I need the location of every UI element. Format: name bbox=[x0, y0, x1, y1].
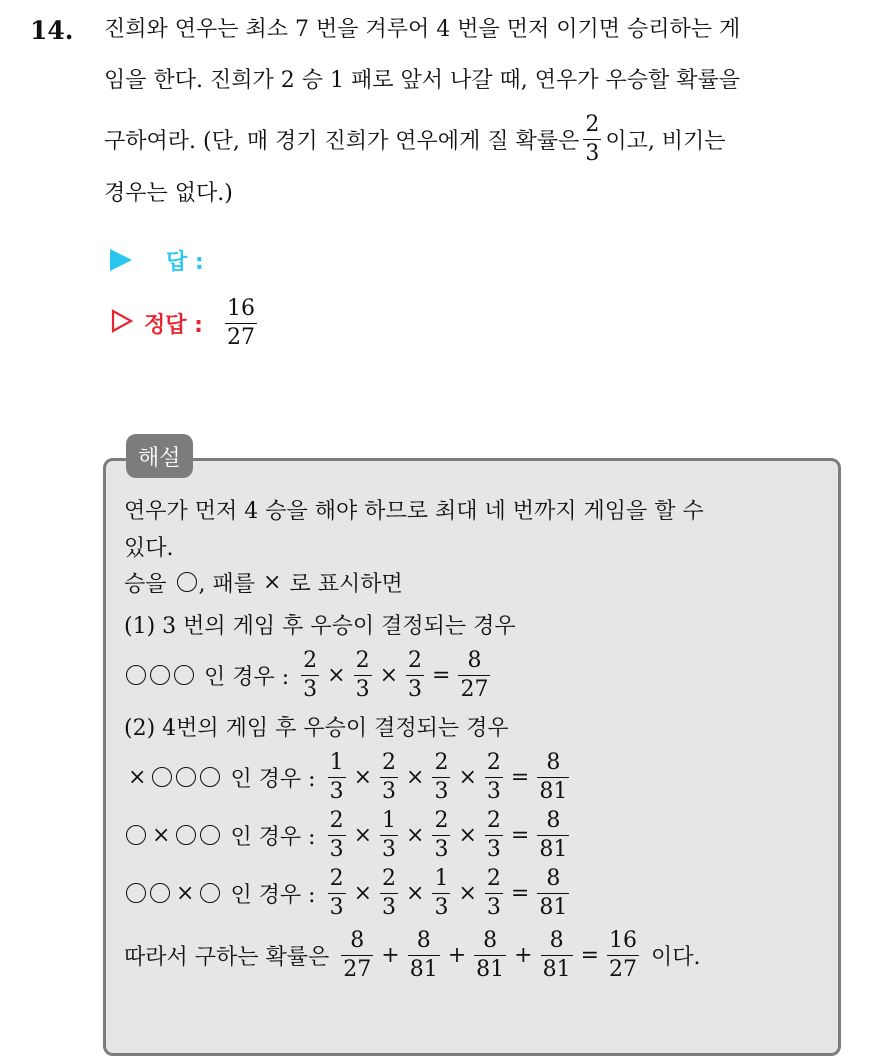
fraction bbox=[328, 749, 346, 804]
case-1-title: (1) 3 번의 게임 후 우승이 결정되는 경우 bbox=[124, 613, 516, 639]
fraction bbox=[380, 749, 398, 804]
fraction-numerator: 1 bbox=[329, 749, 344, 775]
fraction-denominator: 3 bbox=[329, 778, 344, 804]
fraction-numerator: 8 bbox=[416, 927, 431, 953]
fraction-denominator: 3 bbox=[329, 836, 344, 862]
circle-mark-icon bbox=[200, 767, 220, 787]
times-operator: × bbox=[353, 822, 373, 848]
equals-sign: = bbox=[432, 662, 451, 688]
fraction-numerator: 8 bbox=[350, 927, 365, 953]
final-text: 따라서 구하는 확률은 bbox=[124, 944, 330, 970]
fraction-denominator: 81 bbox=[542, 956, 571, 982]
equals-sign: = bbox=[510, 764, 530, 790]
fraction bbox=[474, 927, 506, 982]
fraction-numerator: 8 bbox=[546, 807, 561, 833]
fraction-numerator: 2 bbox=[382, 865, 397, 891]
plus-operator: + bbox=[381, 942, 400, 968]
fraction bbox=[485, 749, 503, 804]
fraction bbox=[341, 927, 373, 982]
fraction-denominator: 81 bbox=[409, 956, 438, 982]
times-mark: × bbox=[152, 822, 171, 848]
circle-mark-icon bbox=[177, 572, 197, 592]
case-label: 인 경우 : bbox=[230, 824, 316, 850]
fraction bbox=[301, 647, 319, 702]
fraction-denominator: 27 bbox=[226, 324, 255, 350]
fraction bbox=[380, 807, 398, 862]
fraction-numerator: 2 bbox=[382, 749, 397, 775]
fraction-denominator: 3 bbox=[382, 894, 397, 920]
fraction-denominator: 3 bbox=[355, 676, 370, 702]
fraction-numerator: 2 bbox=[434, 749, 449, 775]
correct-answer-row bbox=[110, 292, 261, 354]
question-line-3 bbox=[104, 104, 864, 174]
fraction bbox=[354, 647, 372, 702]
explanation-body bbox=[124, 488, 834, 988]
fraction-denominator: 3 bbox=[329, 894, 344, 920]
fraction-numerator: 2 bbox=[486, 865, 501, 891]
case-label: 인 경우 : bbox=[204, 664, 290, 690]
fraction-numerator: 2 bbox=[329, 807, 344, 833]
fraction-numerator: 2 bbox=[408, 647, 423, 673]
notation-win-text: 승을 bbox=[124, 571, 167, 597]
explanation-tag: 해설 bbox=[126, 434, 193, 478]
times-operator: × bbox=[406, 822, 425, 848]
equals-sign: = bbox=[510, 822, 530, 848]
times-operator: × bbox=[406, 764, 425, 790]
formula-oxoo bbox=[124, 806, 834, 864]
circle-mark-icon bbox=[126, 883, 146, 903]
fraction-denominator: 3 bbox=[408, 676, 423, 702]
fraction-numerator: 8 bbox=[546, 749, 561, 775]
final-suffix: 이다. bbox=[651, 944, 701, 970]
formula-ooo bbox=[124, 646, 834, 704]
fraction-numerator: 16 bbox=[226, 295, 255, 321]
times-operator: × bbox=[353, 880, 373, 906]
fraction-numerator: 2 bbox=[355, 647, 370, 673]
times-mark: × bbox=[176, 880, 195, 906]
circle-mark-icon bbox=[174, 665, 194, 685]
fraction-numerator: 2 bbox=[329, 865, 344, 891]
circle-mark-icon bbox=[126, 665, 146, 685]
circle-mark-icon bbox=[200, 825, 220, 845]
fraction bbox=[485, 865, 503, 920]
play-triangle-icon bbox=[110, 249, 132, 271]
fraction bbox=[537, 807, 569, 862]
outline-triangle-icon bbox=[110, 309, 134, 337]
circle-mark-icon bbox=[152, 767, 172, 787]
question-text bbox=[104, 10, 864, 214]
formula-ooxo bbox=[124, 864, 834, 922]
fraction-numerator: 8 bbox=[483, 927, 498, 953]
fraction-numerator: 16 bbox=[609, 927, 638, 953]
fraction-numerator: 8 bbox=[467, 647, 482, 673]
fraction bbox=[408, 927, 440, 982]
fraction-numerator: 2 bbox=[486, 807, 501, 833]
times-operator: × bbox=[379, 662, 399, 688]
fraction-denominator: 81 bbox=[539, 894, 568, 920]
fraction-numerator: 1 bbox=[382, 807, 397, 833]
plus-operator: + bbox=[447, 942, 467, 968]
probability-fraction bbox=[583, 111, 601, 166]
circle-mark-icon bbox=[126, 825, 146, 845]
fraction-denominator: 3 bbox=[434, 836, 449, 862]
fraction-numerator: 2 bbox=[585, 111, 600, 137]
explanation-line-2: 있다. bbox=[124, 535, 174, 561]
fraction bbox=[328, 865, 346, 920]
question-number: 14. bbox=[30, 16, 74, 45]
times-operator: × bbox=[327, 662, 346, 688]
fraction-denominator: 3 bbox=[382, 836, 397, 862]
times-operator: × bbox=[458, 880, 477, 906]
fraction-denominator: 81 bbox=[539, 778, 568, 804]
fraction bbox=[607, 927, 639, 982]
fraction bbox=[380, 865, 398, 920]
circle-mark-icon bbox=[176, 825, 196, 845]
correct-answer-label: 정답 : bbox=[144, 312, 203, 338]
fraction-numerator: 8 bbox=[546, 865, 561, 891]
fraction-denominator: 27 bbox=[609, 956, 638, 982]
case-label: 인 경우 : bbox=[230, 766, 316, 792]
equals-sign: = bbox=[580, 942, 600, 968]
times-operator: × bbox=[406, 880, 425, 906]
fraction-denominator: 81 bbox=[539, 836, 568, 862]
fraction bbox=[406, 647, 424, 702]
fraction-denominator: 3 bbox=[486, 778, 501, 804]
fraction bbox=[485, 807, 503, 862]
fraction-denominator: 3 bbox=[486, 836, 501, 862]
formula-xooo bbox=[124, 748, 834, 806]
fraction bbox=[432, 865, 450, 920]
fraction-denominator: 3 bbox=[585, 140, 600, 166]
question-line-4: 경우는 없다.) bbox=[104, 181, 233, 206]
circle-mark-icon bbox=[200, 883, 220, 903]
fraction-numerator: 8 bbox=[549, 927, 564, 953]
case-2-title: (2) 4번의 게임 후 우승이 결정되는 경우 bbox=[124, 715, 509, 741]
question-line-3-tail: 이고, 비기는 bbox=[605, 128, 726, 154]
fraction-denominator: 27 bbox=[343, 956, 372, 982]
notation-lose-text: , 패를 bbox=[198, 571, 256, 597]
fraction bbox=[537, 865, 569, 920]
notation-line bbox=[124, 562, 834, 602]
fraction-denominator: 27 bbox=[460, 676, 489, 702]
circle-mark-icon bbox=[176, 767, 196, 787]
final-sum-line bbox=[124, 922, 834, 988]
times-mark: × bbox=[263, 569, 282, 595]
notation-tail-text: 로 표시하면 bbox=[289, 571, 403, 597]
times-operator: × bbox=[353, 764, 373, 790]
answer-row bbox=[110, 240, 204, 280]
fraction bbox=[458, 647, 490, 702]
fraction bbox=[432, 807, 450, 862]
explanation-line-1: 연우가 먼저 4 승을 해야 하므로 최대 네 번까지 게임을 할 수 bbox=[124, 498, 704, 524]
fraction-denominator: 81 bbox=[476, 956, 505, 982]
fraction-denominator: 3 bbox=[382, 778, 397, 804]
fraction bbox=[432, 749, 450, 804]
equals-sign: = bbox=[510, 880, 530, 906]
case-label: 인 경우 : bbox=[230, 882, 316, 908]
fraction-denominator: 3 bbox=[303, 676, 318, 702]
fraction-numerator: 2 bbox=[434, 807, 449, 833]
fraction bbox=[537, 749, 569, 804]
fraction-denominator: 3 bbox=[486, 894, 501, 920]
circle-mark-icon bbox=[150, 883, 170, 903]
correct-answer-fraction bbox=[225, 295, 257, 350]
times-mark: × bbox=[128, 764, 147, 790]
fraction bbox=[328, 807, 346, 862]
circle-mark-icon bbox=[150, 665, 170, 685]
fraction-numerator: 2 bbox=[486, 749, 501, 775]
question-line-2: 임을 한다. 진희가 2 승 1 패로 앞서 나갈 때, 연우가 우승할 확률을 bbox=[104, 68, 740, 93]
plus-operator: + bbox=[514, 942, 533, 968]
fraction-numerator: 1 bbox=[434, 865, 449, 891]
fraction-denominator: 3 bbox=[434, 778, 449, 804]
question-line-3-text: 구하여라. (단, 매 경기 진희가 연우에게 질 확률은 bbox=[104, 128, 580, 154]
answer-label: 답 : bbox=[166, 249, 204, 275]
question-line-1: 진희와 연우는 최소 7 번을 겨루어 4 번을 먼저 이기면 승리하는 게 bbox=[104, 17, 741, 42]
times-operator: × bbox=[458, 764, 477, 790]
times-operator: × bbox=[458, 822, 477, 848]
fraction-numerator: 2 bbox=[303, 647, 318, 673]
fraction-denominator: 3 bbox=[434, 894, 449, 920]
fraction bbox=[541, 927, 573, 982]
